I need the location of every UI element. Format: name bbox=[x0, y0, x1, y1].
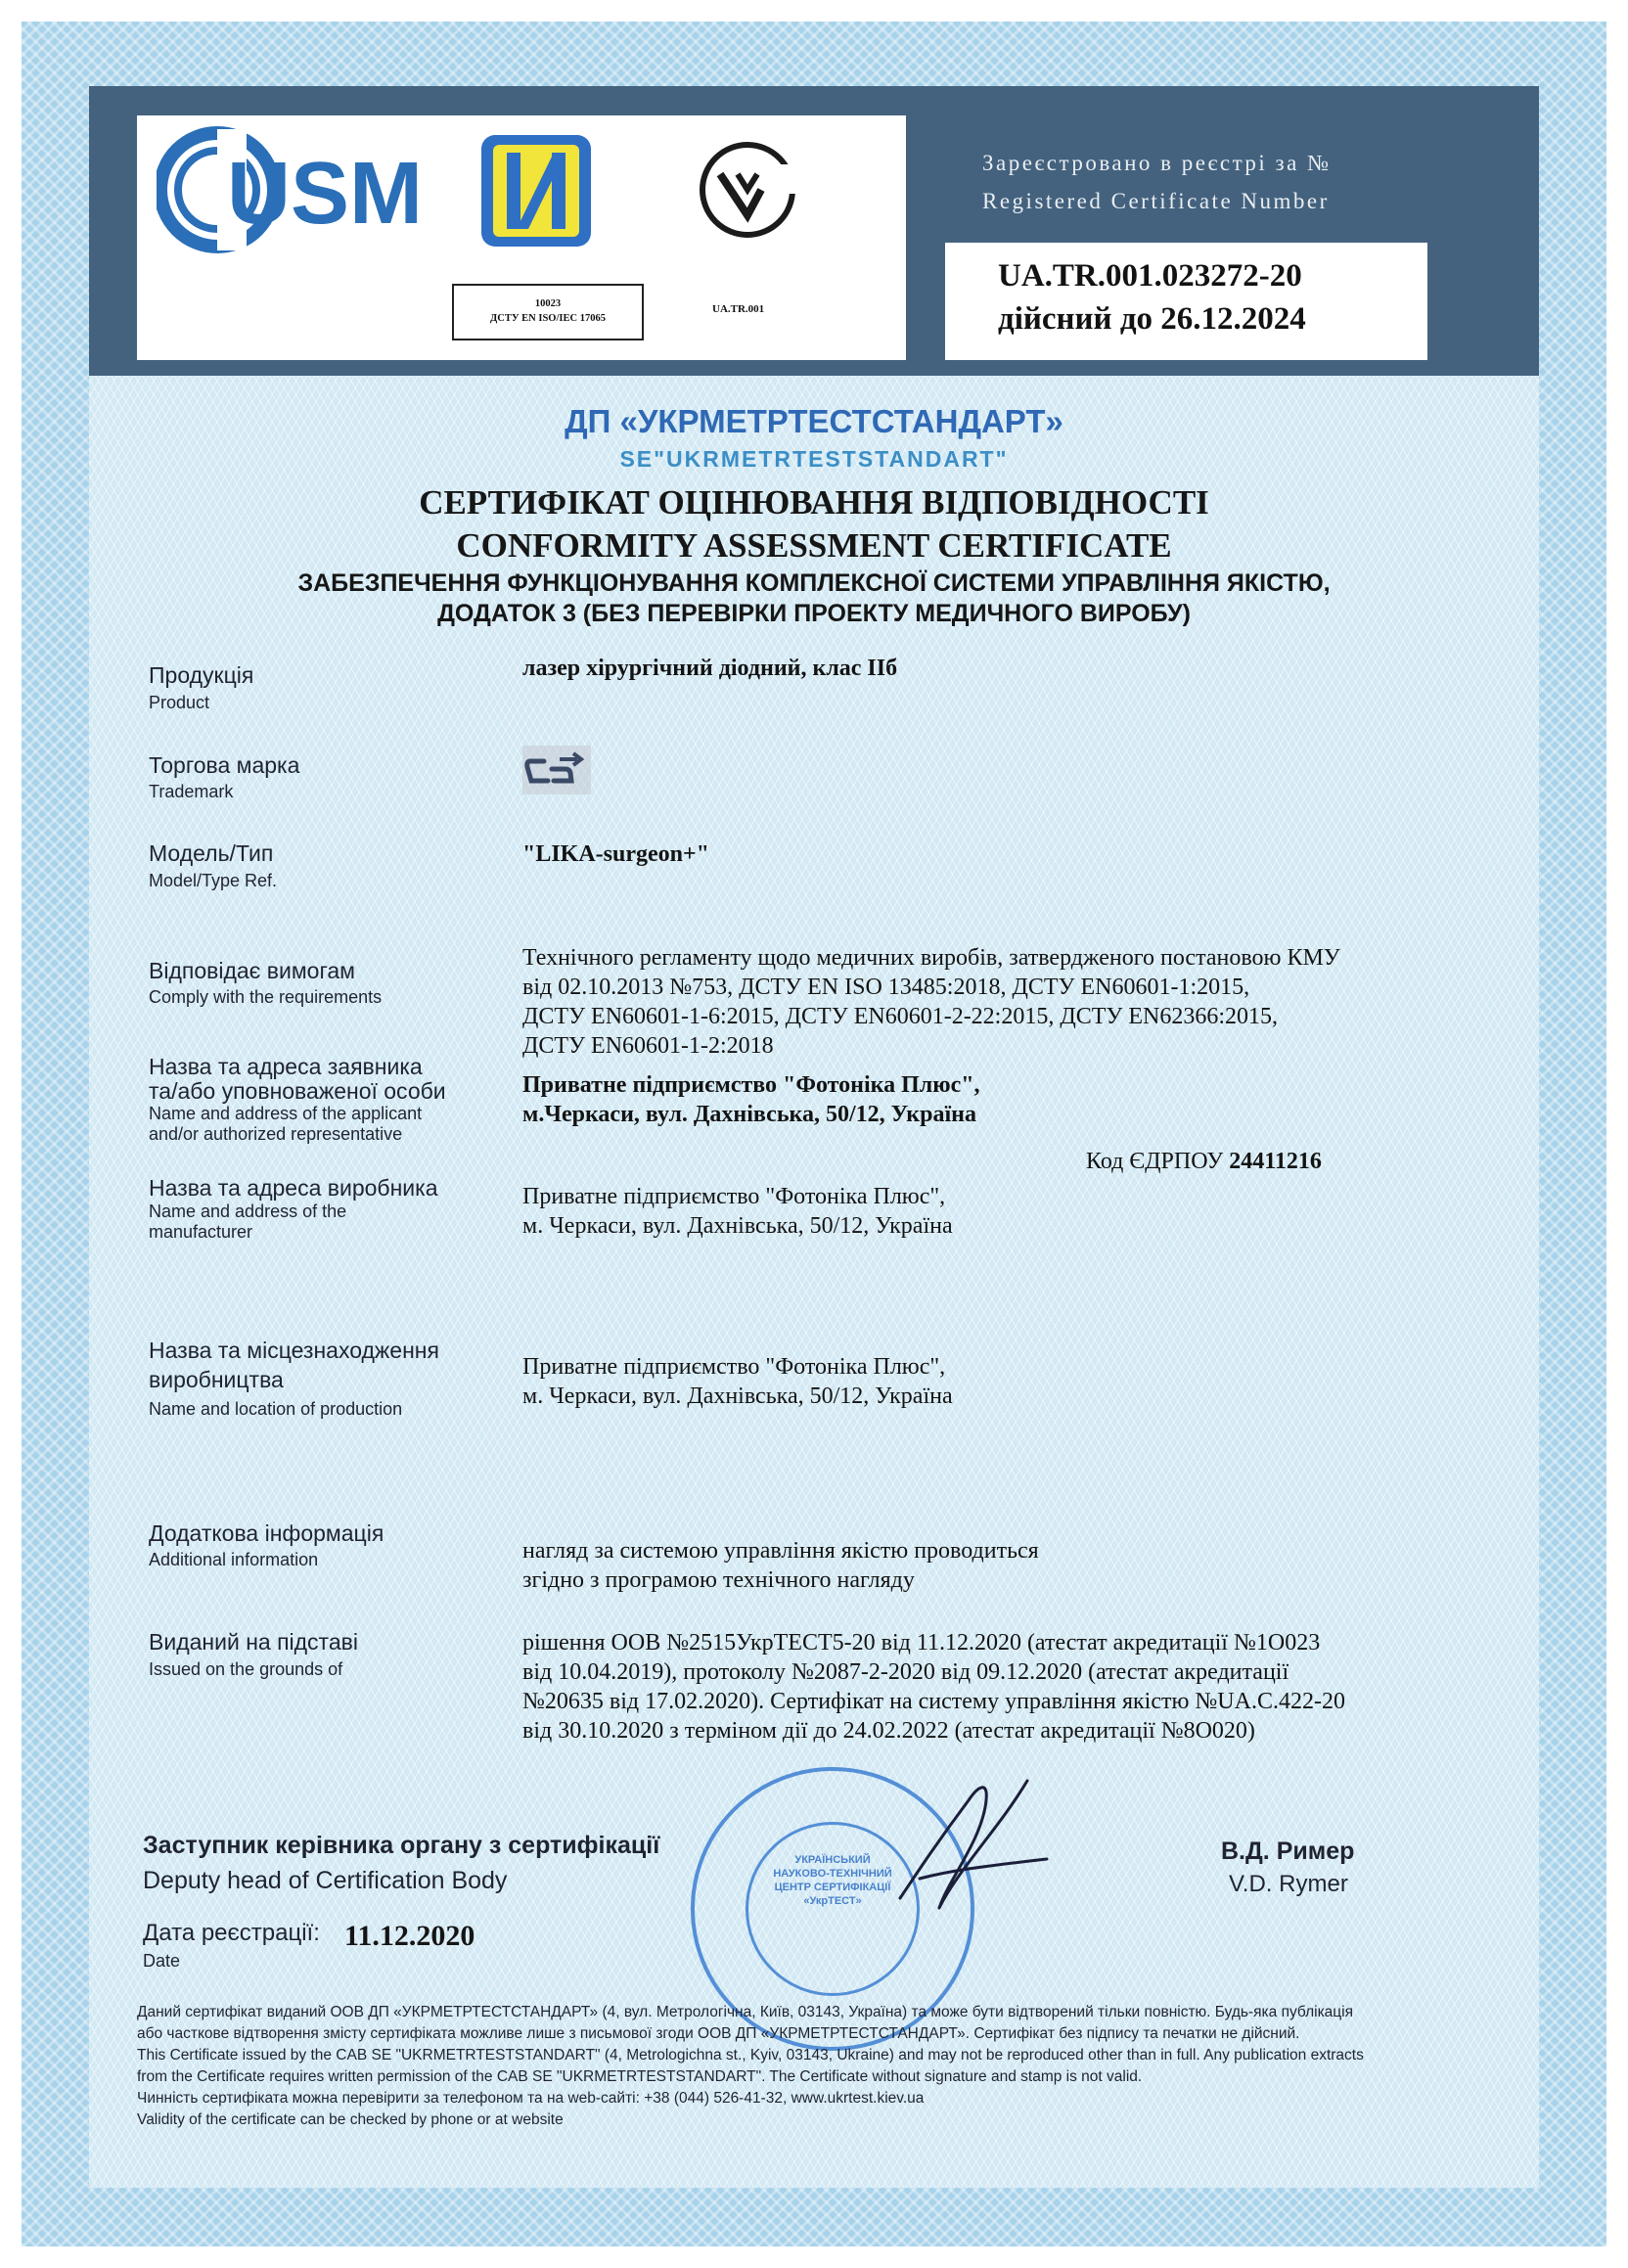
accreditation-code-standard: ДСТУ EN ISO/IEC 17065 bbox=[490, 313, 606, 324]
signature-icon bbox=[881, 1761, 1066, 1928]
production-label-ua-line1: Назва та місцезнаходження bbox=[149, 1338, 439, 1363]
date-label-en: Date bbox=[143, 1951, 181, 1971]
grounds-line: від 30.10.2020 з терміном дії до 24.02.2022 (атестат акредитації №8О020) bbox=[522, 1718, 1255, 1744]
applicant-label-en-line2: and/or authorized representative bbox=[149, 1124, 403, 1144]
manufacturer-value-line2: м. Черкаси, вул. Дахнівська, 50/12, Україна bbox=[522, 1213, 953, 1239]
signatory-name-ua: В.Д. Ример bbox=[1221, 1837, 1355, 1865]
production-value-line1: Приватне підприємство "Фотоніка Плюс", bbox=[522, 1354, 946, 1380]
edrpou-label: Код ЄДРПОУ bbox=[1086, 1149, 1224, 1174]
certificate-subtitle-line2: ДОДАТОК 3 (БЕЗ ПЕРЕВІРКИ ПРОЕКТУ МЕДИЧНОГО ВИРОБУ) bbox=[437, 600, 1191, 627]
certificate-subtitle-line1: ЗАБЕЗПЕЧЕННЯ ФУНКЦІОНУВАННЯ КОМПЛЕКСНОЇ СИСТЕМИ УПРАВЛІННЯ ЯКІСТЮ, bbox=[297, 569, 1331, 597]
requirements-label-ua: Відповідає вимогам bbox=[149, 958, 355, 983]
manufacturer-label-en-line2: manufacturer bbox=[149, 1222, 253, 1242]
usm-logo-text: USM bbox=[227, 145, 423, 243]
grounds-label-en: Issued on the grounds of bbox=[149, 1659, 343, 1679]
national-conformity-mark-icon bbox=[693, 135, 802, 245]
product-label-ua: Продукція bbox=[149, 662, 254, 688]
product-label-en: Product bbox=[149, 693, 210, 712]
additional-label-en: Additional information bbox=[149, 1550, 319, 1569]
production-label-ua-line2: виробництва bbox=[149, 1367, 284, 1392]
applicant-label-ua-line2: та/або уповноваженої особи bbox=[149, 1078, 446, 1104]
grounds-line: від 10.04.2019), протоколу №2087-2-2020 від 09.12.2020 (атестат акредитації bbox=[522, 1659, 1289, 1685]
date-label-ua: Дата реєстрації: bbox=[143, 1920, 320, 1946]
applicant-label-en-line1: Name and address of the applicant bbox=[149, 1104, 423, 1123]
signatory-role-en: Deputy head of Certification Body bbox=[143, 1867, 508, 1894]
registered-caption-en: Registered Certificate Number bbox=[982, 189, 1330, 213]
seal-text-line: УКРАЇНСЬКИЙ bbox=[794, 1854, 871, 1866]
signatory-role-ua: Заступник керівника органу з сертифікації bbox=[143, 1832, 660, 1859]
seal-text-line: НАУКОВО-ТЕХНІЧНИЙ bbox=[773, 1868, 892, 1880]
accreditation-code-number: 10023 bbox=[534, 298, 562, 309]
footer-line: Чинність сертифіката можна перевірити за телефоном та на web-сайті: +38 (044) 526-41-32, www.ukrtest.kiev.ua bbox=[137, 2090, 925, 2107]
requirements-line: від 02.10.2013 №753, ДСТУ EN ISO 13485:2018, ДСТУ EN60601-1:2015, bbox=[522, 975, 1250, 1000]
production-label-en: Name and location of production bbox=[149, 1399, 403, 1419]
accreditation-logo-icon bbox=[477, 131, 595, 250]
manufacturer-label-ua: Назва та адреса виробника bbox=[149, 1175, 438, 1201]
edrpou-value: 24411216 bbox=[1229, 1149, 1322, 1174]
footer-line: Validity of the certificate can be checked by phone or at website bbox=[137, 2111, 564, 2128]
product-value: лазер хірургічний діодний, клас ІІб bbox=[522, 656, 898, 681]
production-value-line2: м. Черкаси, вул. Дахнівська, 50/12, Україна bbox=[522, 1383, 953, 1409]
footer-line: from the Certificate requires written permission of the CAB SE "UKRMETRTESTSTANDART". The Certificate without signature and stamp is not valid. bbox=[137, 2068, 1143, 2085]
accreditation-code-box bbox=[452, 284, 644, 340]
trademark-label-ua: Торгова марка bbox=[149, 752, 300, 778]
additional-value-line2: згідно з програмою технічного нагляду bbox=[522, 1567, 915, 1593]
trademark-label-en: Trademark bbox=[149, 782, 234, 801]
registered-caption-ua: Зареєстровано в реєстрі за № bbox=[982, 151, 1332, 175]
applicant-value-line1: Приватне підприємство "Фотоніка Плюс", bbox=[522, 1072, 980, 1098]
certificate-title-ua: СЕРТИФІКАТ ОЦІНЮВАННЯ ВІДПОВІДНОСТІ bbox=[419, 483, 1209, 522]
requirements-line: Технічного регламенту щодо медичних виробів, затвердженого постановою КМУ bbox=[522, 945, 1340, 971]
manufacturer-value-line1: Приватне підприємство "Фотоніка Плюс", bbox=[522, 1184, 946, 1209]
mark-code: UA.TR.001 bbox=[712, 303, 765, 315]
model-label-en: Model/Type Ref. bbox=[149, 871, 278, 890]
footer-line: This Certificate issued by the CAB SE "UKRMETRTESTSTANDART" (4, Metrologichna st., Kyiv, 03143, Ukraine) and may not be reproduced other than in full. Any publication extracts bbox=[137, 2047, 1364, 2064]
requirements-line: ДСТУ EN60601-1-6:2015, ДСТУ EN60601-2-22:2015, ДСТУ EN62366:2015, bbox=[522, 1004, 1279, 1029]
manufacturer-label-en-line1: Name and address of the bbox=[149, 1202, 347, 1221]
requirements-line: ДСТУ EN60601-1-2:2018 bbox=[522, 1033, 774, 1059]
applicant-value-line2: м.Черкаси, вул. Дахнівська, 50/12, Україна bbox=[522, 1102, 976, 1127]
seal-text-line: ЦЕНТР СЕРТИФІКАЦІЇ bbox=[774, 1882, 891, 1893]
grounds-label-ua: Виданий на підставі bbox=[149, 1629, 358, 1655]
usm-logo-icon bbox=[157, 125, 430, 254]
model-value: "LIKA-surgeon+" bbox=[522, 841, 710, 867]
footer-line: Даний сертифікат виданий ООВ ДП «УКРМЕТРТЕСТСТАНДАРТ» (4, вул. Метрологічна, Київ, 03143, Україна) та може бути відтворений тільки повністю. Будь-яка публікація bbox=[137, 2004, 1354, 2020]
certificate-number: UA.TR.001.023272-20 bbox=[998, 258, 1302, 294]
applicant-label-ua-line1: Назва та адреса заявника bbox=[149, 1054, 423, 1079]
edrpou-code bbox=[1086, 1147, 1322, 1176]
certificate-title-en: CONFORMITY ASSESSMENT CERTIFICATE bbox=[456, 526, 1172, 565]
organization-name-ua: ДП «УКРМЕТРТЕСТСТАНДАРТ» bbox=[565, 403, 1063, 439]
footer-line: або часткове відтворення змісту сертифіката можливе лише з письмової згоди ООВ ДП «УКРМЕТРТЕСТСТАНДАРТ». Сертифікат без підпису та печатки не дійсний. bbox=[137, 2025, 1300, 2042]
organization-name-en: SE"UKRMETRTESTSTANDART" bbox=[619, 446, 1009, 472]
grounds-line: №20635 від 17.02.2020). Сертифікат на систему управління якістю №UA.C.422-20 bbox=[522, 1689, 1345, 1714]
additional-label-ua: Додаткова інформація bbox=[149, 1520, 384, 1546]
signatory-name-en: V.D. Rymer bbox=[1229, 1871, 1348, 1897]
requirements-label-en: Comply with the requirements bbox=[149, 987, 383, 1007]
grounds-line: рішення ООВ №2515УкрТЕСТ5-20 від 11.12.2020 (атестат акредитації №1О023 bbox=[522, 1630, 1321, 1656]
seal-text-line: «УкрТЕСТ» bbox=[803, 1895, 862, 1907]
registration-date: 11.12.2020 bbox=[344, 1920, 475, 1952]
certificate-valid-until: дійсний до 26.12.2024 bbox=[998, 301, 1306, 337]
model-label-ua: Модель/Тип bbox=[149, 840, 274, 866]
trademark-logo-icon bbox=[522, 746, 591, 794]
additional-value-line1: нагляд за системою управління якістю проводиться bbox=[522, 1538, 1039, 1564]
